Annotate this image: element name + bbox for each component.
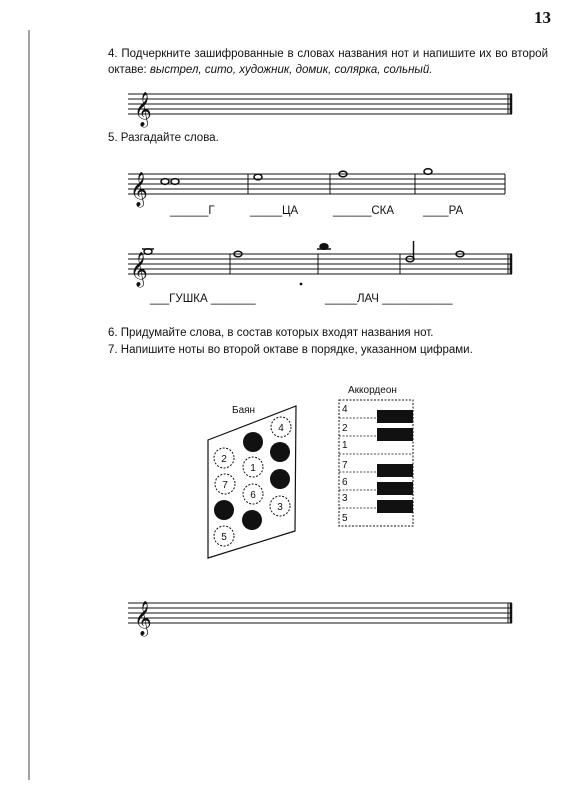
accordion-key-label: 2	[342, 423, 348, 434]
word-blank-6: _____ЛАЧ ___________	[325, 293, 453, 305]
quarter-note	[320, 244, 328, 250]
word-blank-3: ______СКА	[333, 205, 395, 217]
bayan-label: 5	[221, 532, 227, 543]
accordion-key-label: 3	[342, 493, 348, 504]
bayan-button-filled	[243, 432, 263, 452]
whole-note	[171, 179, 179, 185]
treble-clef-icon: 𝄞	[134, 92, 152, 127]
accordion-key-label: 5	[342, 513, 348, 524]
staff-4	[128, 603, 512, 623]
accordion-key-label: 6	[342, 477, 348, 488]
bayan-label: 4	[278, 423, 284, 434]
print-dot	[300, 283, 303, 286]
staff-2	[128, 174, 505, 194]
accordion-key-label: 7	[342, 460, 348, 471]
page-number: 13	[534, 8, 551, 27]
treble-clef-icon: 𝄞	[130, 252, 148, 287]
bayan-label: 7	[222, 480, 228, 491]
black-key	[377, 464, 413, 477]
bayan-button-filled	[270, 442, 290, 462]
accordion-key-label: 4	[342, 404, 348, 415]
word-blank-4: ____РА	[423, 205, 464, 217]
bayan-title: Баян	[232, 405, 256, 416]
accordion-key-label: 1	[342, 440, 348, 451]
task-4-words: выстрел, сито, художник, домик, солярка, сольный.	[149, 64, 433, 76]
bayan-button-filled	[270, 469, 290, 489]
task-5: 5. Разгадайте слова.	[108, 132, 219, 144]
black-key	[377, 482, 413, 495]
whole-note	[161, 179, 169, 185]
task-7: 7. Напишите ноты во второй октаве в порядке, указанном цифрами.	[108, 344, 473, 356]
word-blank-2: _____ЦА	[250, 205, 299, 217]
accordion-title: Аккордеон	[348, 385, 397, 396]
task-6: 6. Придумайте слова, в состав которых входят названия нот.	[108, 327, 434, 339]
bayan-button-filled	[242, 510, 262, 530]
bayan-label: 6	[250, 490, 256, 501]
bayan-label: 1	[250, 463, 256, 474]
word-blank-1: ______Г	[170, 205, 215, 217]
bayan-diagram	[208, 406, 296, 558]
bayan-label: 3	[277, 502, 283, 513]
bayan-button-filled	[214, 500, 234, 520]
staff-3	[128, 254, 512, 274]
black-key	[377, 410, 413, 423]
task-4-text: 4. Подчеркните зашифрованные в словах названия нот и напишите их во второй октаве:	[108, 48, 548, 76]
staff-1	[128, 94, 512, 114]
whole-note	[424, 169, 432, 175]
treble-clef-icon: 𝄞	[130, 172, 148, 207]
black-key	[377, 500, 413, 513]
word-blank-5: ___ГУШКА _______	[150, 293, 256, 305]
treble-clef-icon: 𝄞	[134, 601, 152, 636]
accordion-diagram	[339, 400, 413, 526]
bayan-label: 2	[221, 454, 227, 465]
black-key	[377, 428, 413, 441]
